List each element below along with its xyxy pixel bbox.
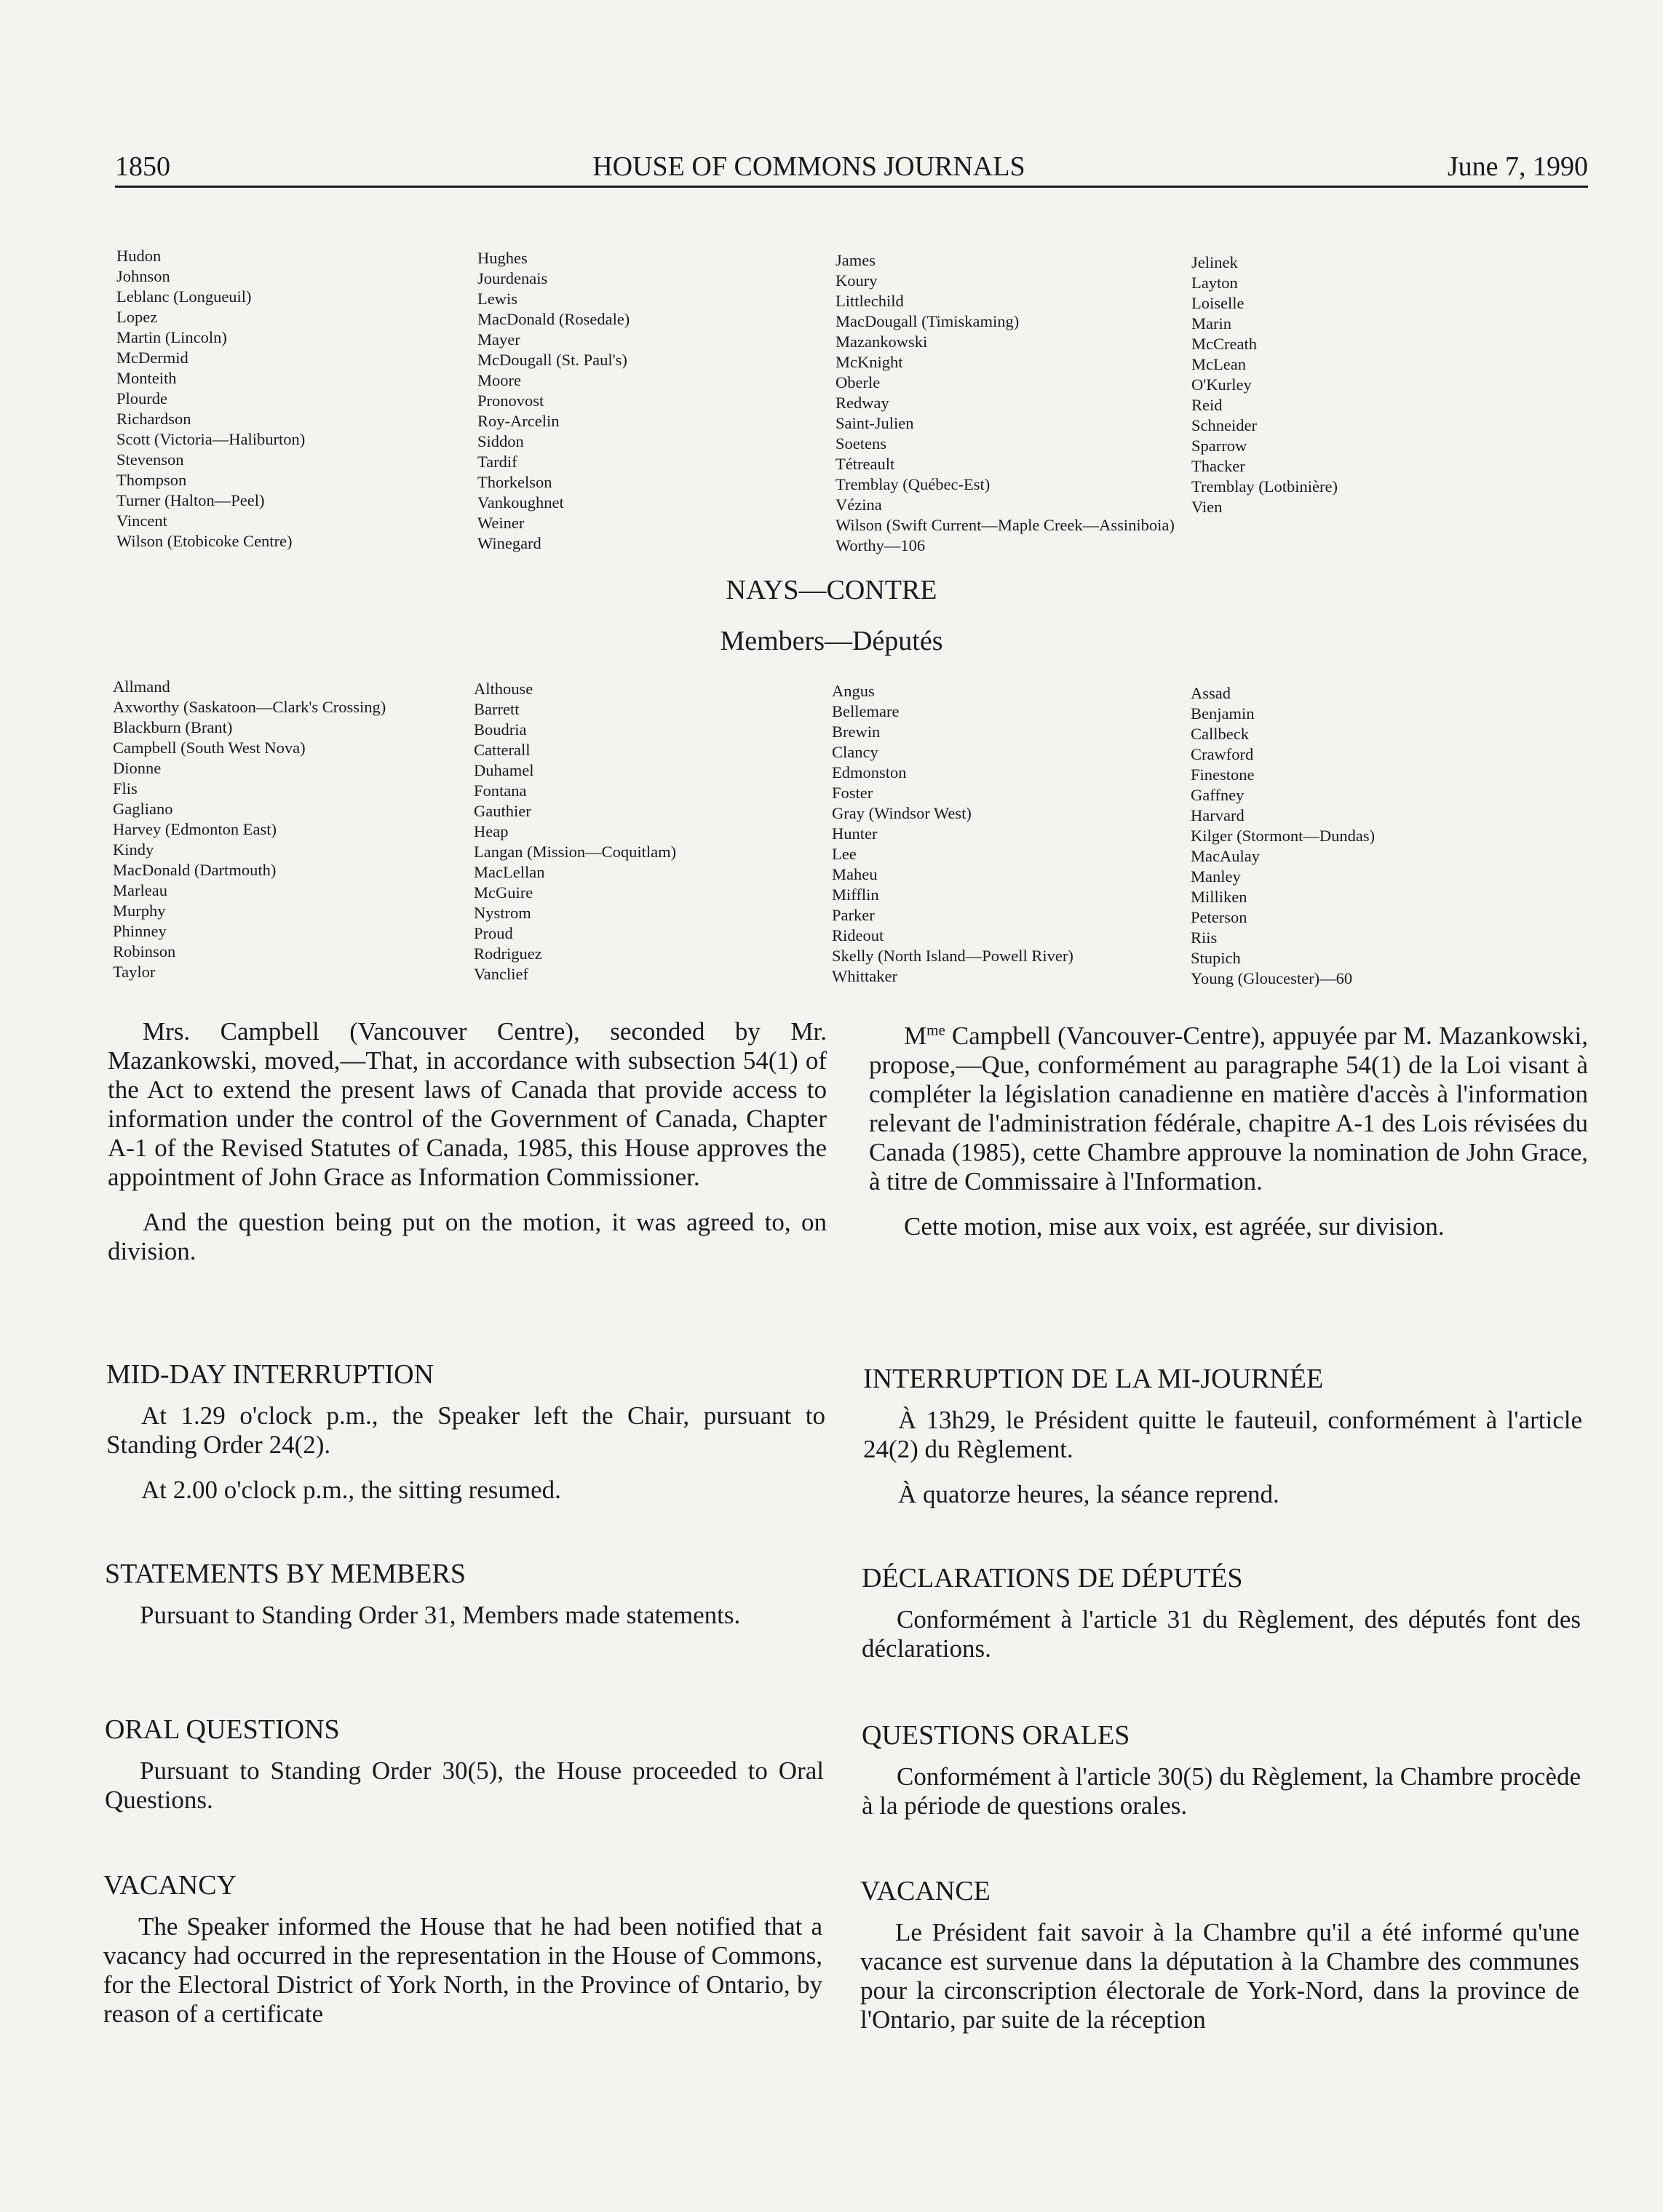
member-name: Johnson xyxy=(116,267,170,285)
statements-english-p1: Pursuant to Standing Order 31, Members made statements. xyxy=(140,1601,741,1629)
member-name: Rodriguez xyxy=(474,944,542,963)
member-name: MacDougall (Timiskaming) xyxy=(836,312,1020,330)
member-name: Edmonston xyxy=(832,763,907,781)
motion-english xyxy=(108,1017,827,1266)
vacancy-french-heading: VACANCE xyxy=(860,1876,991,1906)
member-name: Lewis xyxy=(477,290,517,308)
member-name: Layton xyxy=(1191,274,1238,292)
member-name: Heap xyxy=(474,822,509,840)
page-number: 1850 xyxy=(115,151,170,182)
member-name: Wilson (Etobicoke Centre) xyxy=(116,532,293,550)
member-name: Monteith xyxy=(116,369,177,387)
page-header xyxy=(115,150,1588,183)
motion-french xyxy=(869,1022,1588,1241)
member-name: McDermid xyxy=(116,349,188,367)
member-name: Winegard xyxy=(477,534,541,552)
member-name: Duhamel xyxy=(474,761,534,779)
member-name: Angus xyxy=(832,682,875,700)
vacancy-french-p1: Le Président fait savoir à la Chambre qu'il a été informé qu'une vacance est survenue dans la députation à la Chambre des communes pour la circonscription électorale de York-Nord, dans la province de l'Ontario, par suite de la réception xyxy=(860,1918,1579,2034)
member-name: McGuire xyxy=(474,883,533,902)
member-name: Koury xyxy=(836,271,878,290)
member-name: Redway xyxy=(836,394,889,412)
statements-french-p1: Conformément à l'article 31 du Règlement, des députés font des déclarations. xyxy=(862,1605,1581,1663)
member-name: Fontana xyxy=(474,781,527,800)
member-name: Benjamin xyxy=(1191,704,1255,723)
member-name: Roy-Arcelin xyxy=(477,412,560,430)
member-name: Langan (Mission—Coquitlam) xyxy=(474,843,677,861)
member-name: Vankoughnet xyxy=(477,493,564,512)
member-name: MacDonald (Dartmouth) xyxy=(113,861,277,879)
member-name: Saint-Julien xyxy=(836,414,914,432)
member-name: Pronovost xyxy=(477,391,544,410)
member-name: Crawford xyxy=(1191,745,1254,763)
member-name: Leblanc (Longueuil) xyxy=(116,287,252,306)
member-name: Harvard xyxy=(1191,806,1245,824)
member-name: Lee xyxy=(832,845,857,863)
member-name: Jourdenais xyxy=(477,269,548,287)
vacancy-french xyxy=(860,1874,1579,2034)
member-name: Oberle xyxy=(836,373,881,391)
member-name: Wilson (Swift Current—Maple Creek—Assiniboia) xyxy=(836,516,1175,534)
member-name: Robinson xyxy=(113,942,176,960)
member-name: Tremblay (Lotbinière) xyxy=(1191,477,1338,496)
vacancy-english xyxy=(103,1869,822,2029)
nays-heading: NAYS—CONTRE xyxy=(726,575,937,605)
member-name: Kilger (Stormont—Dundas) xyxy=(1191,827,1376,845)
midday-english-p1: At 1.29 o'clock p.m., the Speaker left the Chair, pursuant to Standing Order 24(2). xyxy=(106,1401,825,1459)
midday-english-heading: MID-DAY INTERRUPTION xyxy=(106,1359,434,1390)
member-name: Clancy xyxy=(832,743,878,761)
member-name: Milliken xyxy=(1191,888,1247,906)
member-name: Vézina xyxy=(836,496,882,514)
member-name: Reid xyxy=(1191,396,1223,414)
member-name: Marin xyxy=(1191,314,1231,333)
member-name: Taylor xyxy=(113,963,156,981)
member-name: Schneider xyxy=(1191,416,1257,434)
statements-english-heading: STATEMENTS BY MEMBERS xyxy=(105,1559,466,1589)
member-name: Marleau xyxy=(113,881,167,899)
journal-title: HOUSE OF COMMONS JOURNALS xyxy=(592,151,1025,182)
member-name: Hughes xyxy=(477,249,528,267)
motion-english-result: And the question being put on the motion, it was agreed to, on division. xyxy=(108,1208,827,1265)
member-name: Flis xyxy=(113,779,138,797)
nays-column-1 xyxy=(113,677,386,982)
member-name: Campbell (South West Nova) xyxy=(113,739,306,757)
midday-french-heading: INTERRUPTION DE LA MI-JOURNÉE xyxy=(863,1364,1324,1394)
member-name: McDougall (St. Paul's) xyxy=(477,351,627,369)
member-name: Manley xyxy=(1191,867,1241,886)
member-name: MacDonald (Rosedale) xyxy=(477,310,630,328)
member-name: Weiner xyxy=(477,514,525,532)
member-name: Foster xyxy=(832,784,873,802)
member-name: Dionne xyxy=(113,759,162,777)
member-name: Whittaker xyxy=(832,967,897,985)
member-name: Jelinek xyxy=(1191,253,1238,271)
member-name: Vien xyxy=(1191,498,1223,516)
member-name: Worthy—106 xyxy=(836,536,926,554)
nays-subheading: Members—Députés xyxy=(720,626,943,656)
vacancy-english-heading: VACANCY xyxy=(103,1870,237,1901)
member-name: Tardif xyxy=(477,453,517,471)
member-name: Brewin xyxy=(832,723,881,741)
member-name: Hudon xyxy=(116,247,162,265)
oral-english xyxy=(105,1713,824,1815)
member-name: Peterson xyxy=(1191,908,1247,926)
member-name: Richardson xyxy=(116,410,191,428)
member-name: Hunter xyxy=(832,824,878,843)
member-name: McKnight xyxy=(836,353,903,371)
midday-english xyxy=(106,1358,825,1505)
member-name: O'Kurley xyxy=(1191,375,1252,394)
oral-french-heading: QUESTIONS ORALES xyxy=(862,1720,1130,1751)
member-name: Turner (Halton—Peel) xyxy=(116,491,265,509)
member-name: Boudria xyxy=(474,720,527,739)
member-name: Gray (Windsor West) xyxy=(832,804,972,822)
member-name: Bellemare xyxy=(832,702,900,720)
member-name: Parker xyxy=(832,906,875,924)
member-name: Riis xyxy=(1191,928,1218,947)
member-name: Gagliano xyxy=(113,800,173,818)
nays-column-2 xyxy=(474,679,676,984)
midday-english-p2: At 2.00 o'clock p.m., the sitting resumed. xyxy=(141,1476,561,1504)
member-name: Barrett xyxy=(474,700,520,718)
yeas-column-1 xyxy=(116,246,305,552)
header-rule xyxy=(115,186,1588,188)
member-name: McCreath xyxy=(1191,335,1257,353)
member-name: Thorkelson xyxy=(477,473,552,491)
member-name: Mazankowski xyxy=(836,333,928,351)
member-name: Harvey (Edmonton East) xyxy=(113,820,277,838)
nays-column-4 xyxy=(1191,683,1375,989)
motion-french-result: Cette motion, mise aux voix, est agréée, sur division. xyxy=(904,1212,1445,1241)
oral-french-p1: Conformément à l'article 30(5) du Règlement, la Chambre procède à la période de questions orales. xyxy=(862,1762,1581,1820)
motion-french-sup: me xyxy=(926,1021,945,1039)
member-name: Catterall xyxy=(474,741,531,759)
member-name: McLean xyxy=(1191,355,1246,373)
member-name: Skelly (North Island—Powell River) xyxy=(832,947,1073,965)
vacancy-english-p1: The Speaker informed the House that he had been notified that a vacancy had occurred in the representation in the House of Commons, for the Electoral District of York North, in the Province of Ontario, by reason of a certificate xyxy=(103,1912,822,2028)
yeas-column-4 xyxy=(1191,252,1338,517)
member-name: Rideout xyxy=(832,926,884,944)
member-name: Proud xyxy=(474,924,513,942)
member-name: Littlechild xyxy=(836,292,904,310)
member-name: Stevenson xyxy=(116,450,184,469)
motion-french-prefix: M xyxy=(904,1022,927,1050)
member-name: Blackburn (Brant) xyxy=(113,718,233,736)
oral-english-heading: ORAL QUESTIONS xyxy=(105,1714,340,1745)
member-name: Murphy xyxy=(113,902,166,920)
motion-french-body: Campbell (Vancouver-Centre), appuyée par M. Mazankowski, propose,—Que, conformément au paragraphe 54(1) de la Loi visant à compléter la législation canadienne en matière d'accès à l'information relevant de l'administration fédérale, chapitre A-1 des Lois révisées du Canada (1985), cette Chambre approuve la nomination de John Grace, à titre de Commissaire à l'Information. xyxy=(869,1022,1588,1195)
statements-english xyxy=(105,1557,824,1630)
yeas-column-2 xyxy=(477,248,630,554)
member-name: Allmand xyxy=(113,677,170,696)
member-name: Tétreault xyxy=(836,455,895,473)
midday-french-p1: À 13h29, le Président quitte le fauteuil, conformément à l'article 24(2) du Règlement. xyxy=(863,1406,1582,1463)
member-name: Mayer xyxy=(477,330,520,349)
member-name: Young (Gloucester)—60 xyxy=(1191,969,1353,987)
member-name: Moore xyxy=(477,371,521,389)
member-name: Finestone xyxy=(1191,765,1255,784)
member-name: James xyxy=(836,251,876,269)
member-name: Vanclief xyxy=(474,965,528,983)
member-name: Scott (Victoria—Haliburton) xyxy=(116,430,306,448)
member-name: Assad xyxy=(1191,684,1231,702)
member-name: Martin (Lincoln) xyxy=(116,328,227,346)
journal-date: June 7, 1990 xyxy=(1447,151,1588,182)
oral-english-p1: Pursuant to Standing Order 30(5), the House proceeded to Oral Questions. xyxy=(105,1757,824,1814)
member-name: Mifflin xyxy=(832,886,879,904)
member-name: Lopez xyxy=(116,308,158,326)
midday-french-p2: À quatorze heures, la séance reprend. xyxy=(898,1480,1279,1508)
motion-english-text: Mrs. Campbell (Vancouver Centre), seconded by Mr. Mazankowski, moved,—That, in accordance with subsection 54(1) of the Act to extend the present laws of Canada that provide access to information under the control of the Government of Canada, Chapter A-1 of the Revised Statutes of Canada, 1985, this House approves the appointment of John Grace as Information Commissioner. xyxy=(108,1017,827,1191)
member-name: Axworthy (Saskatoon—Clark's Crossing) xyxy=(113,698,386,716)
member-name: Kindy xyxy=(113,840,154,859)
member-name: Vincent xyxy=(116,512,167,530)
member-name: Siddon xyxy=(477,432,524,450)
member-name: Althouse xyxy=(474,680,533,698)
statements-french xyxy=(862,1561,1581,1663)
statements-french-heading: DÉCLARATIONS DE DÉPUTÉS xyxy=(862,1563,1243,1594)
nays-column-3 xyxy=(832,681,1073,987)
member-name: Soetens xyxy=(836,434,886,453)
member-name: Nystrom xyxy=(474,904,531,922)
member-name: Thompson xyxy=(116,471,187,489)
motion-french-text xyxy=(869,1022,1588,1196)
member-name: MacLellan xyxy=(474,863,545,881)
member-name: Tremblay (Québec-Est) xyxy=(836,475,991,493)
midday-french xyxy=(863,1362,1582,1509)
member-name: Gauthier xyxy=(474,802,531,820)
member-name: Phinney xyxy=(113,922,167,940)
member-name: Gaffney xyxy=(1191,786,1245,804)
yeas-column-3 xyxy=(836,250,1175,556)
oral-french xyxy=(862,1719,1581,1821)
member-name: Plourde xyxy=(116,389,167,407)
member-name: MacAulay xyxy=(1191,847,1260,865)
member-name: Sparrow xyxy=(1191,437,1247,455)
member-name: Callbeck xyxy=(1191,725,1249,743)
member-name: Maheu xyxy=(832,865,878,883)
member-name: Stupich xyxy=(1191,949,1241,967)
member-name: Loiselle xyxy=(1191,294,1245,312)
member-name: Thacker xyxy=(1191,457,1245,475)
